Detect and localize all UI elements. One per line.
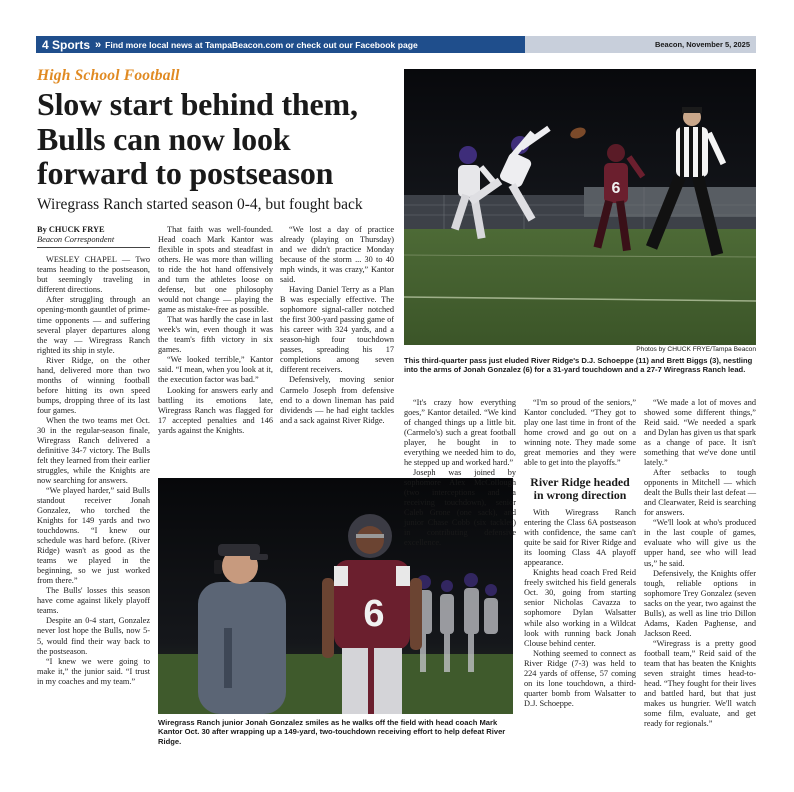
action-photo (404, 69, 756, 345)
paragraph: Nothing seemed to connect as River Ridge (7-3) was held to 224 yards of offense, 57 coming on its lone touchdown, a third-quarter bomb from Walsatter to D.J. Schoeppe. (524, 648, 636, 708)
paragraph: “We'll look at who's produced in the last couple of games, evaluate who will give us the upper hand, see who will lead us,” he said. (644, 518, 756, 568)
paragraph: Having Daniel Terry as a Plan B was especially effective. The sophomore signal-caller notched the first 300-yard passing game of his career with 324 yards, and a season-high four touchdown passes, spreading his 17 completions among seven different receivers. (280, 285, 394, 375)
paragraph: Looking for answers early and battling its emotions late, Wiregrass Ranch was flagged for 17 accepted penalties and 146 yards against the Knights. (158, 385, 273, 435)
paragraph: Defensively, moving senior Carmelo Joseph from defensive end to a down lineman has paid dividends — he had eight tackles and a sack against River Ridge. (280, 375, 394, 425)
paragraph: Joseph was joined by sophomore Alex McCollough (two interceptions and a receiving touchdown), senior Caleb Grone (one sack), and junior Chase Cobb (six tackles) in contributing defensive excellence. (404, 468, 516, 548)
article-column-6 (644, 398, 756, 729)
action-photo-illustration (404, 69, 756, 345)
kicker: High School Football (37, 67, 180, 84)
paragraph: Despite an 0-4 start, Gonzalez never lost hope the Bulls, now 5-5, would find their way back to the postseason. (37, 616, 150, 656)
paragraph: Defensively, the Knights offer tough, reliable options in sophomore Trey Gonzalez (seven sacks on the year, two against the Bulls), as well as line trio Dillon Adams, Kaden Paghense, and Jackson Reed. (644, 568, 756, 638)
deck: Wiregrass Ranch started season 0-4, but fought back (37, 196, 363, 213)
photo-credit: Photos by CHUCK FRYE/Tampa Beacon (636, 346, 756, 353)
paragraph: When the two teams met Oct. 30 in the regular-season finale, Wiregrass Ranch delivered a definitive 34-7 victory. The Bulls felt they learned from their earlier struggles, while the Knights are now searching for answers. (37, 415, 150, 485)
paragraph: After setbacks to tough opponents in Mitchell — which dealt the Bulls their last defeat — and Clearwater, Reid is searching for answers. (644, 468, 756, 518)
subhead: River Ridge headed in wrong direction (530, 475, 630, 503)
promo-text: Find more local news at TampaBeacon.com or check out our Facebook page (105, 39, 418, 50)
paragraph: “Wiregrass is a pretty good football team,” Reid said of the team that has beaten the Knights seven straight times head-to-head. “They fought for their lives and battled hard, but that just makes us hungrier. We'll watch some film, evaluate, and get ready for regionals.” (644, 638, 756, 728)
paragraph: “We played harder,” said Bulls standout receiver Jonah Gonzalez, who torched the Knights for 149 yards and two touchdowns. “I knew our schedule was hard before. (River Ridge) wasn't as good as the teams we played in the beginning, so we just worked from there.” (37, 486, 150, 586)
paragraph: After struggling through an opening-month gauntlet of prime-time opponents — and suffering several player departures along the way — Wiregrass Ranch righted its ship in style. (37, 295, 150, 355)
paragraph: With Wiregrass Ranch entering the Class 6A postseason with confidence, the same can't quite be said for River Ridge and its looming Class 4A playoff appearance. (524, 508, 636, 568)
player-jersey-number: 6 (363, 593, 385, 635)
paragraph: Knights head coach Fred Reid freely switched his field generals Oct. 30, going from starting senior Nicholas Cavazza to sophomore Dylan Walsatter while also working in a Wildcat look with running back Jonah Clouse behind center. (524, 568, 636, 648)
paragraph: “I'm so proud of the seniors,” Kantor concluded. “They got to play one last time in front of the home crowd and go out on a winning note. They made some great memories and they were able to get into the playoffs.” (524, 398, 636, 468)
section-banner (36, 36, 525, 53)
article-column-5 (524, 398, 636, 709)
article-column-4 (404, 398, 516, 548)
paragraph: “We lost a day of practice already (playing on Thursday) and we didn't practice Monday because of the storm ... 30 to 40 mph winds, it was crazy,” Kantor said. (280, 225, 394, 285)
photo-caption-action: This third-quarter pass just eluded River Ridge's D.J. Schoeppe (11) and Brett Biggs (3), nestling into the arms of Jonah Gonzalez (6) for a 31-yard touchdown and a 27-7 Wiregrass Ranch lead. (404, 356, 753, 375)
paragraph: “We made a lot of moves and showed some different things,” Reid said. “We needed a spark and Dylan has given us that spark as a change of pace. It isn't something that we've done until lately.” (644, 398, 756, 468)
article-column-1 (37, 225, 150, 687)
byline: By CHUCK FRYE (37, 225, 105, 234)
headline: Slow start behind them, Bulls can now look forward to postseason (37, 86, 358, 192)
photo-caption-sideline: Wiregrass Ranch junior Jonah Gonzalez smiles as he walks off the field with head coach Mark Kantor Oct. 30 after wrapping up a 149-yard, two-touchdown receiving effort to help defeat River Ridge. (158, 718, 506, 746)
paragraph: The Bulls' losses this season have come against likely playoff teams. (37, 586, 150, 616)
paragraph: River Ridge, on the other hand, delivered more than two months of winning football before hitting its own speed bumps, dropping three of its last four games. (37, 355, 150, 415)
article-column-2 (158, 225, 273, 436)
paragraph: That faith was well-founded. Head coach Mark Kantor was flexible in spots and steadfast in others. He was more than willing to ride the hot hand offensively and turn the athletes loose on defense, but one philosophy would not change — playing the game as mistake-free as possible. (158, 225, 273, 315)
article-column-3 (280, 225, 394, 426)
paragraph: “I knew we were going to make it,” the junior said. “I trust in my coaches and my team.” (37, 656, 150, 686)
paragraph: “We looked terrible,” Kantor said. “I mean, when you look at it, the execution factor was bad.” (158, 355, 273, 385)
double-chevron-icon: » (95, 38, 102, 51)
paragraph: That was hardly the case in last week's win, even though it was the team's fifth victory in six games. (158, 315, 273, 355)
section-label: 4 Sports (42, 37, 91, 52)
jersey-number: 6 (611, 180, 621, 197)
byline-role: Beacon Correspondent (37, 235, 150, 248)
dateline: Beacon, November 5, 2025 (525, 36, 756, 53)
paragraph: WESLEY CHAPEL — Two teams heading to the postseason, but seemingly traveling in different directions. (37, 255, 150, 295)
paragraph: “It's crazy how everything goes,” Kantor detailed. “We kind of changed things up a little bit. (Carmelo's) such a great football player, he bought in to everything we needed him to do, he stepped up and worked hard.” (404, 398, 516, 468)
